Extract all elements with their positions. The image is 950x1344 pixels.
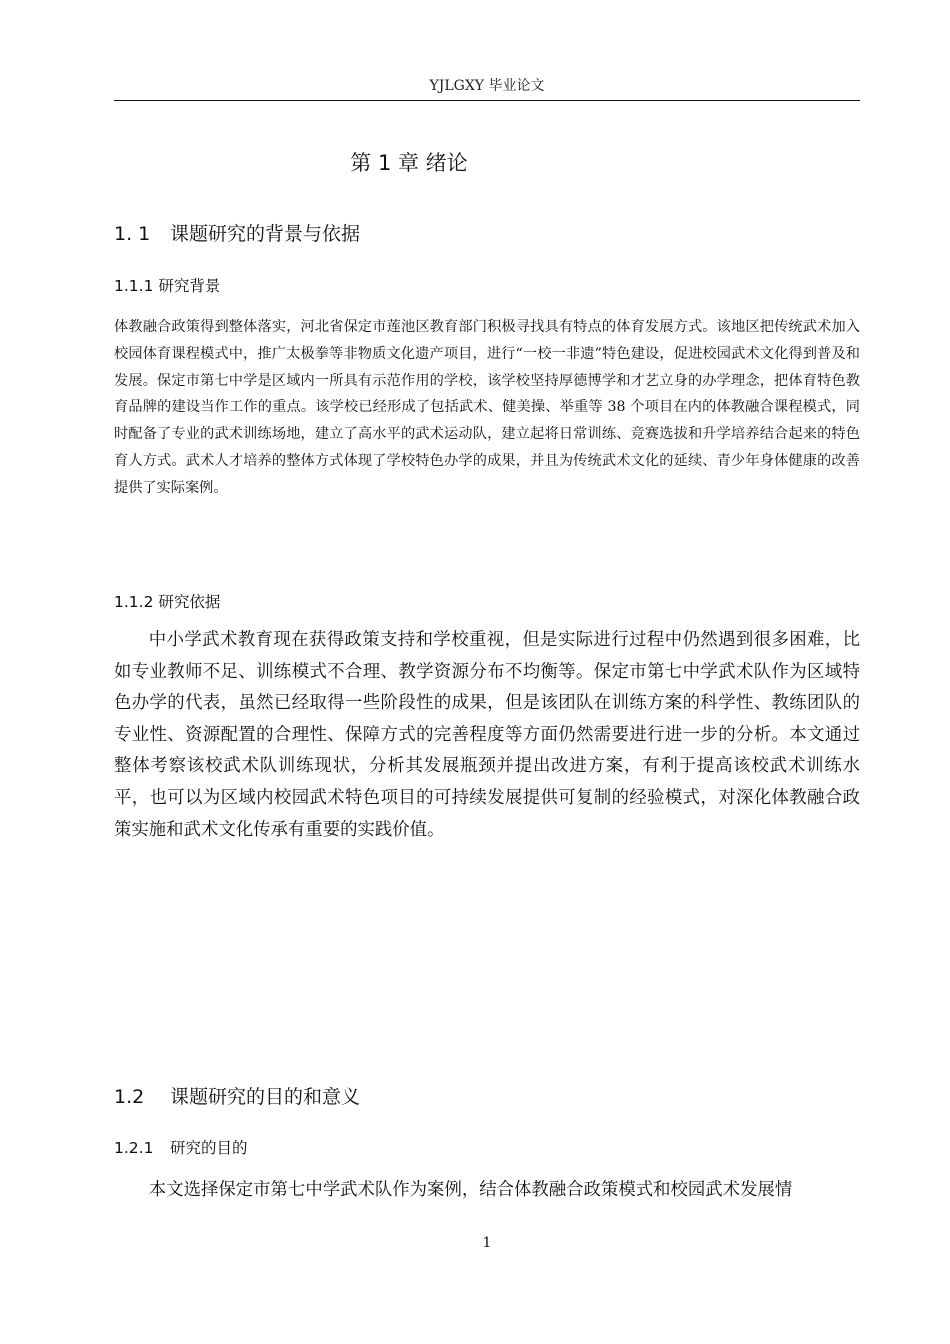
subsection-number: 1.2.1 — [114, 1139, 154, 1157]
section-number: 1. 1 — [114, 223, 151, 245]
section-heading-1-1 — [114, 220, 360, 248]
running-header: YJLGXY 毕业论文 — [429, 78, 545, 94]
subsection-heading-1-1-1: 1.1.1 研究背景 — [114, 277, 221, 295]
paragraph-research-background: 体教融合政策得到整体落实，河北省保定市莲池区教育部门积极寻找具有特点的体育发展方式。该地区把传统武术加入校园体育课程模式中，推广太极拳等非物质文化遗产项目，进行“一校一非遗”特色建设，促进校园武术文化得到普及和发展。保定市第七中学是区域内一所具有示范作用的学校，该学校坚持厚德博学和才艺立身的办学理念，把体育特色教育品牌的建设当作工作的重点。该学校已经形成了包括武术、健美操、举重等 38 个项目在内的体教融合课程模式，同时配备了专业的武术训练场地，建立了高水平的武术运动队，建立起将日常训练、竞赛选拔和升学培养结合起来的特色育人方式。武术人才培养的整体方式体现了学校特色办学的成果，并且为传统武术文化的延续、青少年身体健康的改善提供了实际案例。 — [114, 319, 860, 496]
paragraph-research-purpose: 本文选择保定市第七中学武术队作为案例，结合体教融合政策模式和校园武术发展情 — [148, 1180, 793, 1200]
subsection-title: 研究的目的 — [170, 1139, 248, 1157]
subsection-heading-1-2-1 — [114, 1137, 248, 1159]
subsection-heading-1-1-2: 1.1.2 研究依据 — [114, 593, 221, 611]
section-heading-1-2 — [114, 1083, 360, 1111]
header-divider — [114, 100, 860, 101]
paragraph-research-basis: 中小学武术教育现在获得政策支持和学校重视，但是实际进行过程中仍然遇到很多困难，比如专业教师不足、训练模式不合理、教学资源分布不均衡等。保定市第七中学武术队作为区域特色办学的代表，虽然已经取得一些阶段性的成果，但是该团队在训练方案的科学性、教练团队的专业性、资源配置的合理性、保障方式的完善程度等方面仍然需要进行进一步的分析。本文通过整体考察该校武术队训练现状，分析其发展瓶颈并提出改进方案，有利于提高该校武术训练水平，也可以为区域内校园武术特色项目的可持续发展提供可复制的经验模式，对深化体教融合政策实施和武术文化传承有重要的实践价值。 — [114, 630, 860, 840]
section-number: 1.2 — [114, 1086, 145, 1108]
section-title: 课题研究的目的和意义 — [170, 1086, 361, 1108]
page-number: 1 — [482, 1235, 492, 1251]
chapter-title: 第 1 章 绪论 — [350, 151, 468, 175]
section-title: 课题研究的背景与依据 — [170, 223, 361, 245]
